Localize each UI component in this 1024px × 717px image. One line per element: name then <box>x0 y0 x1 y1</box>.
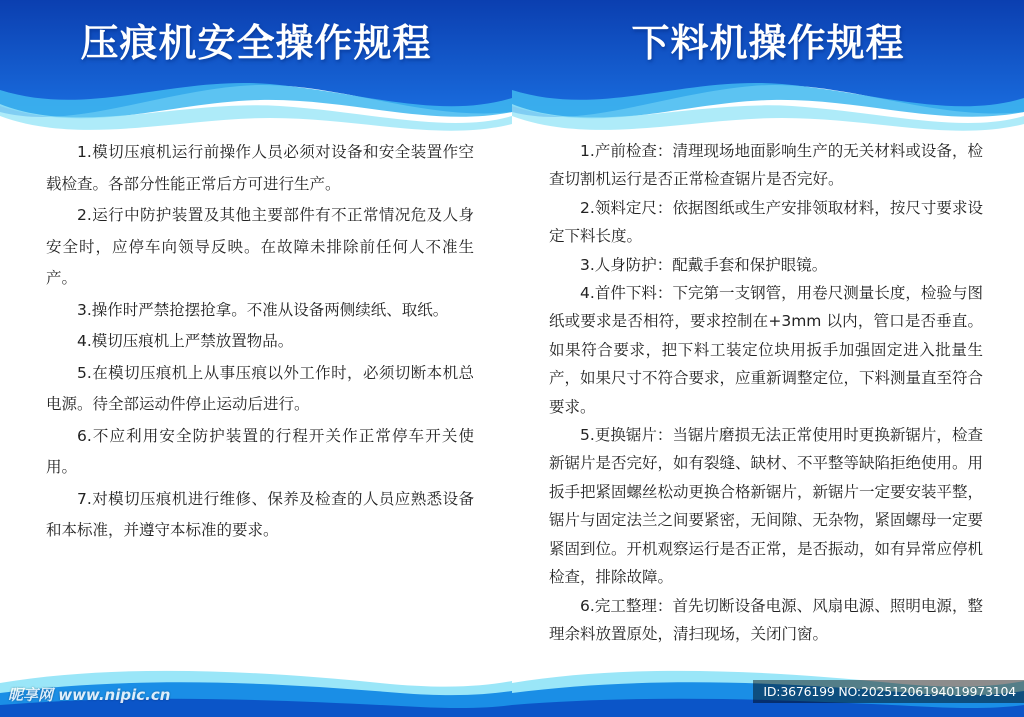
rule-item: 1.产前检查：清理现场地面影响生产的无关材料或设备，检查切割机运行是否正常检查锯片是否完好。 <box>549 142 983 189</box>
rule-item: 6.不应利用安全防护装置的行程开关作正常停车开关使用。 <box>46 426 474 476</box>
rule-item: 4.首件下料：下完第一支钢管，用卷尺测量长度，检验与图纸或要求是否相符，要求控制在+3mm 以内，管口是否垂直。如果符合要求，把下料工装定位块用扳手加强固定进入批量生产，如果尺寸不符合要求，应重新调整定位，下料测量直至符合要求。 <box>549 284 984 416</box>
rule-item: 3.人身防护：配戴手套和保护眼镜。 <box>580 255 828 274</box>
watermark-logo: 昵享网 www.nipic.cn <box>8 686 171 704</box>
right-panel <box>512 0 1024 717</box>
rule-item: 5.更换锯片：当锯片磨损无法正常使用时更换新锯片，检查新锯片是否完好，如有裂缝、缺材、不平整等缺陷拒绝使用。用扳手把紧固螺丝松动更换合格新锯片，新锯片一定要安装平整，锯片与固定法兰之间要紧密，无间隙、无杂物，紧固螺母一定要紧固到位。开机观察运行是否正常，是否振动，如有异常应停机检查，排除故障。 <box>549 426 984 587</box>
rule-item: 3.操作时严禁抢摆抢拿。不准从设备两侧续纸、取纸。 <box>77 300 449 319</box>
rule-item: 7.对模切压痕机进行维修、保养及检查的人员应熟悉设备和本标准，并遵守本标准的要求。 <box>46 489 474 539</box>
rules-text <box>549 137 983 648</box>
page-title: 压痕机安全操作规程 <box>80 20 432 65</box>
rules-text <box>46 137 474 547</box>
image-id-badge: ID:3676199 NO:20251206194019973104 <box>753 680 1024 703</box>
rule-item: 4.模切压痕机上严禁放置物品。 <box>77 332 294 350</box>
rule-item: 2.领料定尺：依据图纸或生产安排领取材料，按尺寸要求设定下料长度。 <box>549 198 983 246</box>
rule-item: 2.运行中防护装置及其他主要部件有不正常情况危及人身安全时，应停车向领导反映。在故障未排除前任何人不准生产。 <box>46 206 474 287</box>
rule-item: 1.模切压痕机运行前操作人员必须对设备和安全装置作空载检查。各部分性能正常后方可进行生产。 <box>46 143 474 193</box>
rule-item: 6.完工整理：首先切断设备电源、风扇电源、照明电源，整理余料放置原处，清扫现场，关闭门窗。 <box>549 596 983 643</box>
rule-item: 5.在模切压痕机上从事压痕以外工作时，必须切断本机总电源。待全部运动件停止运动后进行。 <box>46 363 474 413</box>
page-title: 下料机操作规程 <box>631 20 905 65</box>
